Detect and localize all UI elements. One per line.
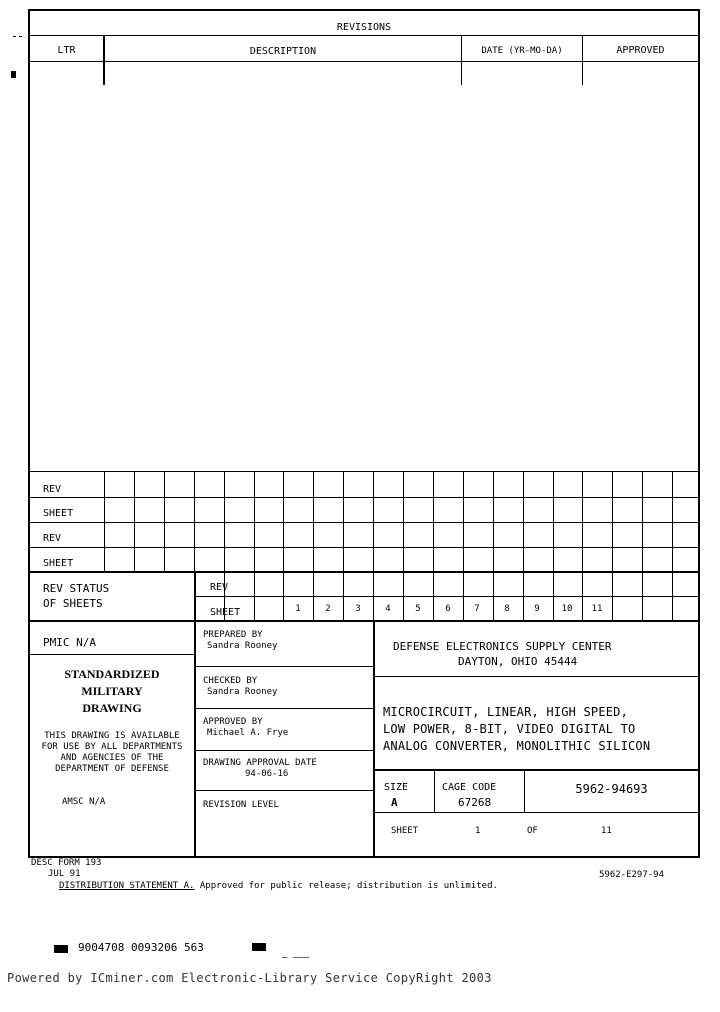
sheet-number-5: 5 xyxy=(415,604,421,614)
availability-line-1: THIS DRAWING IS AVAILABLE xyxy=(44,731,180,741)
approved-by-name: Michael A. Frye xyxy=(207,728,289,738)
cage-code-value: 67268 xyxy=(458,796,492,809)
grid-column-line xyxy=(194,471,195,620)
grid-column-line xyxy=(134,471,135,571)
grid-column-line xyxy=(403,471,404,620)
grid-column-line xyxy=(343,471,344,620)
prepared-by-label: PREPARED BY xyxy=(203,630,263,640)
standardized-title-line-1: STANDARDIZED xyxy=(64,667,160,681)
rev-status-label: REV STATUS xyxy=(43,582,110,595)
sheet-value: 1 xyxy=(475,826,481,836)
rev-status-sheet-label: SHEET xyxy=(210,607,241,618)
grid-column-line xyxy=(582,471,583,620)
grid-row-sheet-1: SHEET xyxy=(43,508,74,519)
grid-column-line xyxy=(463,471,464,620)
form-date: JUL 91 xyxy=(48,869,81,879)
grid-column-line xyxy=(672,471,673,620)
sheet-number-2: 2 xyxy=(325,604,331,614)
revision-level-label: REVISION LEVEL xyxy=(203,800,279,810)
scan-artifact-mark xyxy=(11,71,16,78)
distribution-statement xyxy=(59,882,498,891)
grid-column-line xyxy=(283,471,284,620)
grid-column-line xyxy=(553,471,554,620)
amsc-label: AMSC N/A xyxy=(62,797,106,807)
approved-by-label: APPROVED BY xyxy=(203,717,263,727)
product-title-line-1: MICROCIRCUIT, LINEAR, HIGH SPEED, xyxy=(383,705,629,719)
document-code: 5962-E297-94 xyxy=(599,870,665,880)
grid-column-line xyxy=(254,471,255,620)
scan-artifact-dot xyxy=(13,36,16,37)
availability-line-2: FOR USE BY ALL DEPARTMENTS xyxy=(41,742,183,752)
grid-row-rev-1: REV xyxy=(43,484,62,495)
standardized-title-line-2: MILITARY xyxy=(81,684,143,698)
agency-name: DEFENSE ELECTRONICS SUPPLY CENTER xyxy=(393,640,612,653)
distribution-statement-label: DISTRIBUTION STATEMENT A. xyxy=(59,881,195,891)
grid-column-line xyxy=(313,471,314,620)
grid-column-line xyxy=(523,471,524,620)
standardized-title-line-3: DRAWING xyxy=(82,701,142,715)
drawing-number: 5962-94693 xyxy=(575,782,648,796)
sheet-number-6: 6 xyxy=(445,604,451,614)
prepared-by-name: Sandra Rooney xyxy=(207,641,278,651)
availability-line-4: DEPARTMENT OF DEFENSE xyxy=(55,764,169,774)
barcode-mark-right xyxy=(252,943,266,951)
form-number: DESC FORM 193 xyxy=(31,858,102,868)
revisions-title: REVISIONS xyxy=(336,22,392,33)
sheet-label: SHEET xyxy=(391,826,419,836)
column-date: DATE (YR-MO-DA) xyxy=(481,46,563,56)
grid-column-line xyxy=(224,471,225,620)
approval-date-value: 94-06-16 xyxy=(245,769,289,779)
of-label: OF xyxy=(527,826,538,836)
of-sheets-label: OF SHEETS xyxy=(43,597,103,610)
cage-code-label: CAGE CODE xyxy=(442,782,497,793)
of-value: 11 xyxy=(601,826,612,836)
product-title-line-2: LOW POWER, 8-BIT, VIDEO DIGITAL TO xyxy=(383,722,636,736)
sheet-number-3: 3 xyxy=(355,604,361,614)
sheet-number-4: 4 xyxy=(385,604,391,614)
checked-by-label: CHECKED BY xyxy=(203,676,258,686)
rev-status-rev-label: REV xyxy=(210,582,229,593)
scan-artifact-dot xyxy=(19,36,22,37)
sheet-number-9: 9 xyxy=(534,604,540,614)
dash-marks: — ——— xyxy=(282,953,310,963)
column-ltr: LTR xyxy=(57,45,76,56)
product-title-line-3: ANALOG CONVERTER, MONOLITHIC SILICON xyxy=(383,739,651,753)
availability-line-3: AND AGENCIES OF THE xyxy=(60,753,164,763)
sheet-number-8: 8 xyxy=(504,604,510,614)
sheet-number-7: 7 xyxy=(474,604,480,614)
sheet-number-11: 11 xyxy=(591,604,603,614)
size-label: SIZE xyxy=(384,782,409,793)
approval-date-label: DRAWING APPROVAL DATE xyxy=(203,758,317,768)
grid-column-line xyxy=(104,471,105,571)
sheet-number-10: 10 xyxy=(561,604,573,614)
grid-column-line xyxy=(493,471,494,620)
column-approved: APPROVED xyxy=(616,45,665,56)
size-value: A xyxy=(391,796,398,809)
agency-location: DAYTON, OHIO 45444 xyxy=(458,655,578,668)
pmic-label: PMIC N/A xyxy=(43,636,96,649)
barcode-mark-left xyxy=(54,945,68,953)
column-description: DESCRIPTION xyxy=(249,46,317,57)
grid-column-line xyxy=(612,471,613,620)
grid-row-sheet-2: SHEET xyxy=(43,558,74,569)
grid-row-rev-2: REV xyxy=(43,533,62,544)
grid-column-line xyxy=(373,471,374,620)
grid-column-line xyxy=(164,471,165,571)
checked-by-name: Sandra Rooney xyxy=(207,687,278,697)
grid-column-line xyxy=(642,471,643,620)
distribution-statement-text: Approved for public release; distribution is unlimited. xyxy=(199,881,498,891)
barcode-text: 9004708 0093206 563 xyxy=(78,941,204,954)
powered-by-watermark: Powered by ICminer.com Electronic-Library Service CopyRight 2003 xyxy=(7,971,492,985)
grid-column-line xyxy=(433,471,434,620)
sheet-number-1: 1 xyxy=(295,604,301,614)
